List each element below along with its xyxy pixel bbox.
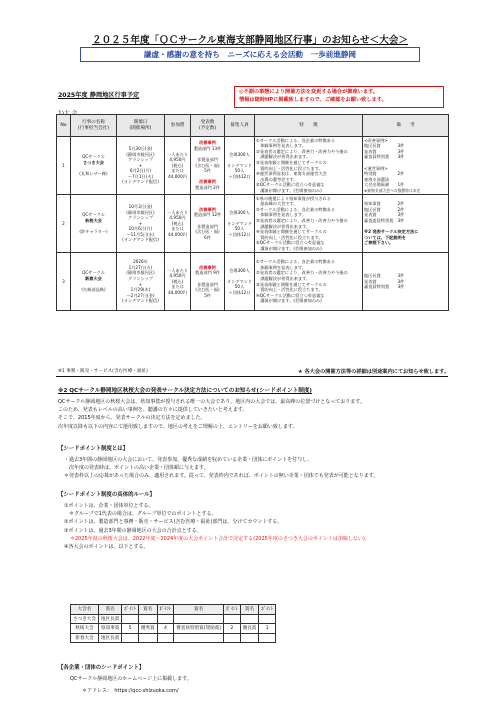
event-presentations-line: 製造部門 2件 [195, 185, 220, 191]
points-row-newyear [71, 633, 276, 643]
event-remarks-line: 審査員特別賞 3件 [364, 284, 405, 290]
event-features-line: ①サークル活動による、各企業の特徴ある [256, 259, 336, 265]
event-remarks-line: 発表賞 3件 [364, 148, 405, 154]
event-date-line: 6月2日(月) [129, 168, 152, 174]
event-number-cell: 1 [57, 137, 71, 195]
event-remarks-line: 特別賞 2件 [364, 171, 405, 177]
event-remarks-line: 東海支部選抜 [364, 176, 390, 182]
event-remarks-line: 発表賞 3件 [364, 278, 405, 284]
event-features-line: 講演が聞けます。(会場参加のみ) [256, 187, 322, 193]
event-capacity-line: 会場300人 [229, 151, 250, 157]
event-features-line: ④QCサークル活動に役立つ有意義な [256, 292, 325, 298]
event-features-cell [255, 253, 363, 311]
event-fee-cell [165, 195, 191, 253]
event-fee-line: (税込) [171, 220, 184, 226]
event-presentations-line: (含む医・福) [195, 229, 220, 235]
event-features-line: ⑤QCサークル活動に役立つ有意義な [256, 182, 325, 188]
rule-line: ③ポイントは、過去3年間の静岡地区の大会の合計点とする。 [64, 527, 202, 534]
event-table [56, 114, 449, 311]
event-features-line: ①サークル活動による、各企業の特徴ある [256, 137, 336, 143]
points-cell: 2 [224, 624, 241, 634]
event-capacity-cell [225, 195, 255, 253]
event-capacity-line: ＋団体12口 [228, 231, 251, 237]
points-cell: 審査員特別賞(奨励賞) [174, 624, 224, 634]
event-presentations-line: (含む医・福) [195, 162, 220, 168]
event-capacity-cell [225, 253, 255, 311]
event-date-line: (オンデマンド配信) [122, 237, 159, 243]
points-cell: 地区長賞 [98, 633, 121, 643]
event-rows [57, 137, 449, 311]
event-remarks-line: 県知事賞 2件 [364, 201, 405, 207]
event-capacity-line: 50人 [234, 284, 245, 290]
points-cell [259, 633, 276, 643]
seed-points-note: QCサークル静岡地区のホームページ上に掲載します。 [70, 676, 192, 682]
header-date [117, 115, 165, 137]
points-cell: 優良賞 [240, 624, 259, 634]
points-cell [224, 614, 241, 624]
event-fee-cell [165, 253, 191, 311]
seed-line: ・過去3年間の静岡地区の大会において、発表参加、優秀な成績を収めている企業・団体にポイントを付与し、 [64, 457, 313, 463]
points-cell: 新春大会 [71, 633, 99, 643]
event-features-line: ④発表体験と開催を通じてサークルの [256, 229, 327, 235]
event-number-cell: 2 [57, 195, 71, 253]
event-features-line: 質的向上・活性化に役立ちます。 [256, 234, 323, 240]
event-presentations-line: 非製造部門 [197, 281, 218, 287]
event-presentations-cell [191, 253, 225, 311]
seed-heading: 【シードポイント制度とは】 [58, 446, 129, 452]
event-remarks-line: 地区長賞 2件 [364, 206, 405, 212]
event-date-line: 1月27日(火) [128, 264, 153, 270]
event-fee-line: 4,950円 [169, 273, 186, 279]
points-cell [240, 633, 259, 643]
seed-line: ＊発表枠以上の応募があった場合のみ、適用されます。従って、発表枠内であれば、ポイントの無い企業・団体でも発表が可能となります。 [64, 473, 379, 480]
event-date-line: ～11月5日(水) [126, 231, 155, 237]
event-date-line: 1月29(木) [130, 287, 151, 293]
event-remarks-cell [363, 195, 449, 253]
event-date-line: グランシップ [128, 215, 153, 221]
points-cell: 賞名 [98, 605, 121, 615]
table-notice: ★ 各大会の開催方法等の詳細は別途案内にてお知らせ致します。 [298, 369, 450, 375]
remarks-note: ※東海支部大会への推薦枠は未定 [364, 187, 421, 193]
table-footnote: ※1 事務・販売・サービス(含む医療・福祉) [58, 369, 148, 374]
event-fee-line: 44,000円 [168, 231, 187, 237]
event-features-line: ③発表者の選定により、改善力・改善力や今後の [256, 217, 348, 223]
section2-paragraph [58, 398, 450, 431]
points-cell [138, 633, 157, 643]
event-fee-line: 一人あたり [167, 209, 188, 215]
header-name [71, 115, 117, 137]
header-features: 特 徴 [255, 115, 363, 137]
event-date-cell [117, 195, 165, 253]
event-remarks-line: <運営事例> [364, 165, 388, 171]
rule-line: ＊グループで1代表の場合は、グループ単位でのポイントとする。 [64, 511, 217, 518]
header-date-text: 開催日 (開催場所) [129, 119, 152, 131]
event-number-cell: 3 [57, 253, 71, 311]
points-cell: ﾎﾟｲﾝﾄ [122, 605, 139, 615]
rules-heading: 【シードポイント制度の具体的ルール】 [58, 492, 155, 498]
event-features-line: 質的向上・活性化に役立ちます。 [256, 287, 323, 293]
event-features-line: 出場の選考会です。 [256, 176, 298, 182]
event-date-line: 2026年 [133, 259, 148, 265]
event-features-line: ②発表者の選定により、改善力・改善力や今後の [256, 148, 348, 154]
event-fee-line: 44,000円 [168, 289, 187, 295]
seed-points-heading: 【各企業・団体のシードポイント】 [58, 665, 145, 671]
event-presentations-line: 製造部門 12件 [193, 212, 222, 218]
event-fee-line: または [171, 226, 184, 232]
rule-line: ①ポイントは、企業・団体単位とする。 [64, 503, 154, 509]
table-header-row [57, 115, 449, 137]
event-remarks-cell [363, 253, 449, 311]
points-cell [157, 614, 174, 624]
event-capacity-line: オンデマンド [226, 220, 253, 226]
points-cell: 県知事賞 [98, 624, 121, 634]
notice-box [234, 86, 444, 108]
event-features-cell [255, 195, 363, 253]
event-capacity-line: ＋団体12口 [228, 173, 251, 179]
event-remarks-line: 大会出場候補 1件 [364, 182, 405, 188]
event-date-line: (静岡市駿河区) [126, 209, 155, 215]
points-cell: さつき大会 [71, 614, 99, 624]
event-features-line: 講演が聞けます。(会場参加のみ) [256, 298, 322, 304]
event-capacity-line: 50人 [234, 226, 245, 232]
event-features-line: ④運営事例発表は、東海支部運営大会 [256, 171, 327, 177]
event-fee-line: 4,950円 [169, 215, 186, 221]
event-date-line: (静岡市駿河区) [126, 151, 155, 157]
event-features-line: 体験事例を発表します。 [256, 143, 306, 149]
points-cell: ﾎﾟｲﾝﾄ [259, 605, 276, 615]
schedule-subheading: 2025年度 静岡地区行事予定 [58, 92, 140, 99]
event-fee-line: (税込) [171, 162, 184, 168]
event-name-line: QCサークル [82, 154, 105, 160]
website-address[interactable]: ＊アドレス： https://qcc-shizuoka.com/ [82, 688, 179, 694]
event-features-cell [255, 137, 363, 195]
event-date-line: ～2月27日(金) [126, 292, 155, 298]
event-remarks-line: 地区長賞 3件 [364, 143, 405, 149]
notice-line: ◎不測の事態により開催方法を変更する場合が御座います。 [239, 89, 378, 95]
event-name-line: QCサークル [82, 270, 105, 276]
points-cell: 賞名 [174, 605, 224, 615]
event-presentations-line: 6件 [204, 234, 211, 240]
paragraph-line: QCサークル静岡地区の秋桜大会は、県知事賞が授与される唯一の大会であり、地区内の大会では、最高峰の位置づけとなっております。 [58, 399, 365, 405]
event-fee-line: または [171, 284, 184, 290]
notice-line: 情報は随時HPに掲載致しますので、ご確認をお願い致します。 [239, 96, 387, 103]
document-title: ２０２５年度「ＱＣサークル東海支部静岡地区行事」のお知らせ＜大会＞ [91, 35, 409, 46]
event-date-line: グランシップ [128, 275, 153, 281]
event-features-line: 体験事例を発表します。 [256, 264, 306, 270]
event-capacity-line: オンデマンド [226, 278, 253, 284]
event-date-line: 10月6日(月) [128, 226, 153, 232]
event-features-line: 課題解決が習得出来ます。 [256, 275, 311, 281]
event-name-cell [71, 137, 117, 195]
points-cell: 優秀賞 [138, 624, 157, 634]
points-cell [122, 633, 139, 643]
event-fee-line: 4,950円 [169, 157, 186, 163]
points-cell [122, 614, 139, 624]
event-presentations-line: 5件 [204, 168, 211, 174]
event-name-line: 秋桜大会 [85, 217, 102, 223]
rule-line: ②ポイントは、製造部門と事務・販売・サービス(含む医療・福祉)部門は、分けてカウントする。 [64, 519, 283, 526]
points-cell [240, 614, 259, 624]
title-underline [92, 44, 408, 45]
points-table [70, 604, 276, 643]
event-presentations-cell [191, 195, 225, 253]
points-cell [259, 614, 276, 624]
event-name-line: さつき大会 [83, 159, 104, 165]
event-name-cell [71, 253, 117, 311]
event-date-line: + [138, 281, 143, 287]
event-date-line: グランシップ [128, 157, 153, 163]
paragraph-line: 次年度以降も以下の内容にて運用致しますので、地区の考えをご理解の上、エントリーをお願い致します。 [58, 423, 298, 430]
header-presentations-text: 発表数 (予定数) [198, 119, 217, 131]
seed-line: 次年度の発表時は、ポイントの高い企業・団体順に与えます。 [64, 465, 209, 472]
event-features-line: 課題解決が習得出来ます。 [256, 223, 311, 229]
event-presentations-line: 非製造部門 [197, 223, 218, 229]
points-row-cosmos [71, 624, 276, 634]
event-remarks-line: 発表賞 3件 [364, 212, 405, 218]
header-presentations [191, 115, 225, 137]
event-name-line: (矢崎部品株) [81, 287, 106, 293]
event-capacity-line: オンデマンド [226, 162, 253, 168]
header-capacity: 募集人員 [225, 115, 255, 137]
points-cell: 地区長賞 [98, 614, 121, 624]
event-fee-line: 44,000円 [168, 173, 187, 179]
points-cell [174, 633, 224, 643]
points-cell: 1 [259, 624, 276, 634]
event-row [57, 253, 449, 311]
event-presentations-line: 製造部門 9件 [195, 270, 220, 276]
event-capacity-line: 会場300人 [229, 267, 250, 273]
event-capacity-cell [225, 137, 255, 195]
event-fee-line: または [171, 168, 184, 174]
event-features-line: ③発表体験と開催を通じてサークルの [256, 281, 327, 287]
section2-heading: ※2 QCサークル静岡地区秋桜大会の発表サークル決定方法についてのお知らせ(シードポイント制度) [58, 388, 312, 394]
event-remarks-line: ※2 発表サークル決定方法に [364, 229, 419, 235]
event-date-line: + [138, 220, 143, 226]
motto-banner: 謙虚・感謝の意を持ち ニーズに応える会活動 一歩前進静岡 [80, 47, 420, 62]
points-cell [138, 614, 157, 624]
header-fee: 参加費 [165, 115, 191, 137]
header-remarks: 備 考 [363, 115, 449, 137]
event-fee-line: 一人あたり [167, 151, 188, 157]
event-features-line: ②発表者の選定により、改善力・改善力や今後の [256, 270, 348, 276]
header-no: No [57, 115, 71, 137]
event-remarks-line: 審査員特別賞 3件 [364, 154, 405, 160]
points-cell: 秋桜大会 [71, 624, 99, 634]
event-remarks-line: 地区長賞 3件 [364, 273, 405, 279]
event-presentations-line: 製造部門 13件 [193, 145, 222, 151]
rule-red-note: ＊2025年度の秋桜大会は、2022年度～2024年度の大会ポイント合計で決定する(2025年度のさつき大会のポイントは加味しない)。 [70, 535, 370, 542]
event-fee-cell [165, 137, 191, 195]
points-cell: 賞名 [138, 605, 157, 615]
event-features-line: 最高峰の大会です。 [256, 201, 298, 207]
event-remarks-line: 審査委員特別賞 3件 [364, 217, 405, 223]
event-date-cell [117, 137, 165, 195]
event-features-line: 質的向上・活性化に役立ちます。 [256, 165, 323, 171]
event-name-line: QCサークル [82, 212, 105, 218]
points-cell: 賞名 [240, 605, 259, 615]
event-date-line: (静岡市駿河区) [126, 270, 155, 276]
rules-list [64, 502, 370, 551]
event-remarks-line: ご参照下さい。 [364, 240, 394, 246]
event-fee-line: (税込) [171, 278, 184, 284]
event-fee-line: 一人あたり [167, 267, 188, 273]
event-date-line: 10月3日(金) [128, 203, 153, 209]
event-date-line: (オンデマンド配信) [122, 298, 159, 304]
event-date-line: 5月30日(金) [128, 145, 153, 151]
points-cell [157, 633, 174, 643]
event-row [57, 137, 449, 195]
event-capacity-line: 会場300人 [229, 209, 250, 215]
event-features-line: ②サークル活動による、各企業の特徴ある [256, 206, 336, 212]
points-cell: 5 [122, 624, 139, 634]
event-presentations-line: 5件 [204, 292, 211, 298]
section-divider [56, 376, 448, 377]
points-cell [174, 614, 224, 624]
event-date-line: + [138, 162, 143, 168]
event-row [57, 195, 449, 253]
header-name-text: 行事の名称 (行事担当会社) [77, 119, 110, 131]
event-capacity-line: ＋団体12口 [228, 289, 251, 295]
event-presentations-cell [191, 137, 225, 195]
event-presentations-line: 非製造部門 [197, 157, 218, 163]
event-date-line: ～7月1日(火) [127, 173, 154, 179]
event-name-line: (鈴キャラター) [79, 229, 108, 235]
event-name-line: (丸和レザー株) [79, 171, 108, 177]
event-presentations-line: 改善事例 [199, 206, 216, 212]
event-features-line: 講演が聞けます。(会場参加のみ) [256, 245, 322, 251]
rule-line: ④各大会のポイントは、以下とする。 [64, 544, 149, 551]
paragraph-line: このため、発表もレベルの高い事例を、聴講の方々に提供していきたいと考えます。 [58, 407, 248, 414]
seed-description [64, 456, 378, 481]
event-presentations-line: (含む医・福) [195, 287, 220, 293]
event-name-cell [71, 195, 117, 253]
event-features-line: ③発表体験と開催を通じてサークルの [256, 159, 327, 165]
paragraph-line: そこで、2015年度から、発表サークルの決定方法を定めました。 [58, 415, 206, 422]
points-row-satsuki [71, 614, 276, 624]
points-cell [224, 633, 241, 643]
event-capacity-line: 50人 [234, 168, 245, 174]
event-features-line: ⑤QCサークル活動に役立つ有意義な [256, 240, 325, 246]
event-remarks-line: <改善事例> [364, 137, 388, 143]
event-remarks-cell [363, 137, 449, 195]
event-remarks-line: ついては、下記説明を [364, 234, 406, 240]
event-date-line: (オンデマンド配信) [122, 179, 159, 185]
event-name-line: 新春大会 [85, 275, 102, 281]
event-date-cell [117, 253, 165, 311]
event-presentations-line: 改善事例 [199, 179, 216, 185]
points-cell: 4 [157, 624, 174, 634]
event-features-line: 体験事例を発表します。 [256, 212, 306, 218]
event-features-line: ①県の後援により県知事賞が授与される [256, 195, 331, 201]
event-presentations-line: 改善事例 [199, 264, 216, 270]
event-features-line: 課題解決が習得出来ます。 [256, 154, 311, 160]
points-header-row [71, 605, 276, 615]
points-cell: 大会名 [71, 605, 99, 615]
points-cell: ﾎﾟｲﾝﾄ [157, 605, 174, 615]
event-presentations-line: 改善事例 [199, 140, 216, 146]
points-cell: ﾎﾟｲﾝﾄ [224, 605, 241, 615]
